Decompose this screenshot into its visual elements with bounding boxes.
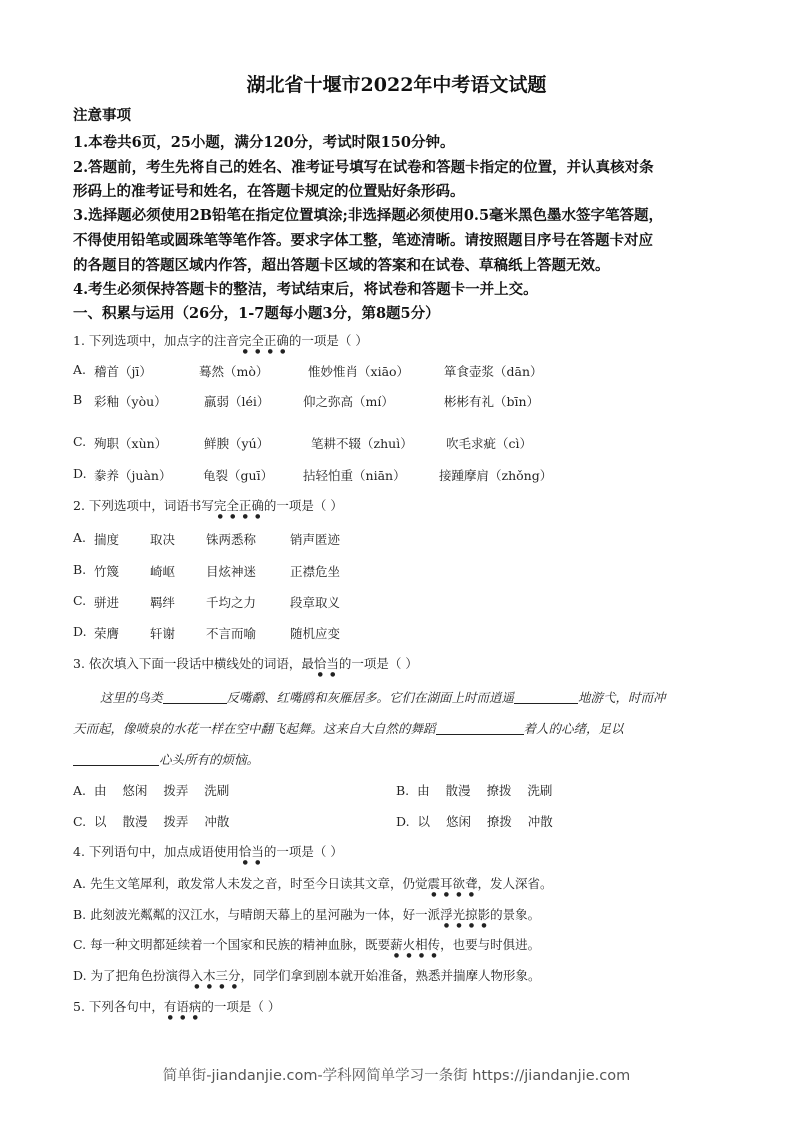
q2-c-word4: 段章取义 (290, 595, 341, 610)
q1-option-c-letter: C. (73, 434, 87, 449)
q1-a-item1: 稽首（jī） (94, 364, 152, 379)
fill-blank-1 (163, 691, 227, 705)
q1-d-item2: 龟裂（guī） (203, 468, 274, 483)
exam-title: 湖北省十堰市2022年中考语文试题 (246, 74, 547, 96)
emphasis-dots: 恰当 (313, 656, 339, 671)
notice-item-4: 4.考生必须保持答题卡的整洁，考试结束后，将试卷和答题卡一并上交。 (73, 281, 538, 298)
q3-stem: 3. 依次填入下面一段话中横线处的词语，最恰当的一项是（ ） (73, 656, 418, 671)
notice-item-2a: 2.答题前，考生先将自己的姓名、准考证号填写在试卷和答题卡指定的位置，并认真核对条 (73, 159, 654, 176)
q3-option-d: D. 以 悠闲 撩拨 冲散 (396, 814, 553, 829)
q1-c-item2: 鲜腴（yú） (204, 436, 270, 451)
notice-item-3b: 不得使用铅笔或圆珠笔等笔作答。要求字体工整，笔迹清晰。请按照题目序号在答题卡对应 (73, 232, 653, 249)
q2-c-word2: 羁绊 (150, 595, 176, 610)
emphasis-dots: 恰当 (238, 844, 264, 859)
q1-stem: 1. 下列选项中，加点字的注音完全正确的一项是（ ） (73, 333, 368, 348)
q2-option-a-letter: A. (73, 530, 87, 545)
q1-c-item4: 吹毛求疵（cì） (446, 436, 533, 451)
q2-b-word3: 目炫神迷 (206, 564, 257, 579)
q1-c-item3: 笔耕不辍（zhuì） (311, 436, 413, 451)
q2-option-c-letter: C. (73, 593, 87, 608)
q2-c-word1: 骈进 (94, 595, 120, 610)
q2-b-word2: 崎岖 (150, 564, 176, 579)
footer-watermark: 简单街-jiandanjie.com-学科网简单学习一条街 https://jiandanjie.com (162, 1068, 631, 1084)
notice-item-3c: 的各题目的答题区域内作答，超出答题卡区域的答案和在试卷、草稿纸上答题无效。 (73, 257, 610, 274)
q2-a-word4: 销声匿迹 (290, 532, 341, 547)
q1-a-item3: 惟妙惟肖（xiāo） (308, 364, 410, 379)
q1-a-item4: 箪食壶浆（dān） (444, 364, 543, 379)
q2-stem: 2. 下列选项中，词语书写完全正确的一项是（ ） (73, 498, 343, 513)
q2-d-word2: 轩谢 (150, 626, 176, 641)
q2-b-word4: 正襟危坐 (290, 564, 341, 579)
q1-d-item4: 接踵摩肩（zhǒng） (439, 468, 553, 483)
q2-d-word3: 不言而喻 (206, 626, 257, 641)
q2-c-word3: 千均之力 (206, 595, 257, 610)
q2-b-word1: 竹篾 (94, 564, 120, 579)
q1-option-b-letter: B (73, 392, 83, 407)
fill-blank-2 (514, 691, 578, 705)
notice-item-3a: 3.选择题必须使用2B铅笔在指定位置填涂;非选择题必须使用0.5毫米黑色墨水签字笔答题， (73, 207, 664, 224)
q1-c-item1: 殉职（xùn） (94, 436, 168, 451)
q1-a-item2: 蓦然（mò） (199, 364, 269, 379)
emphasis-dots: 有语病 (163, 999, 202, 1014)
q1-b-item3: 仰之弥高（mí） (303, 394, 394, 409)
q4-option-c: C. 每一种文明都延续着一个国家和民族的精神血脉，既要薪火相传，也要与时俱进。 (73, 937, 541, 952)
q1-b-item2: 羸弱（léi） (204, 394, 270, 409)
q1-d-item3: 拈轻怕重（niān） (303, 468, 406, 483)
q4-option-a: A. 先生文笔犀利，敢发常人未发之音，时至今日读其文章，仍觉震耳欲聋，发人深省。 (73, 876, 553, 891)
q5-stem: 5. 下列各句中，有语病的一项是（ ） (73, 999, 281, 1014)
q3-passage-line-2: 天而起，像喷泉的水花一样在空中翻飞起舞。这来自大自然的舞蹈 着人的心绪，足以 (73, 721, 624, 736)
q2-a-word1: 揣度 (94, 532, 120, 547)
q1-option-d-letter: D. (73, 466, 87, 481)
q4-option-b: B. 此刻波光粼粼的汉江水，与晴朗天幕上的星河融为一体，好一派浮光掠影的景象。 (73, 907, 541, 922)
q2-d-word1: 荣膺 (94, 626, 120, 641)
notice-item-1: 1.本卷共6页，25小题，满分120分，考试时限150分钟。 (73, 134, 455, 151)
q2-a-word2: 取决 (150, 532, 176, 547)
q1-option-a-letter: A. (73, 362, 87, 377)
q3-option-b: B. 由 散漫 撩拨 洗刷 (396, 783, 553, 798)
q3-passage-line-1: 这里的鸟类 反嘴鹬、红嘴鸥和灰雁居多。它们在湖面上时而逍遥 地游弋，时而冲 (100, 690, 666, 705)
fill-blank-4 (73, 753, 159, 767)
section-1-heading: 一、积累与运用（26分，1-7题每小题3分，第8题5分） (73, 305, 440, 322)
q4-option-d: D. 为了把角色扮演得入木三分，同学们拿到剧本就开始准备，熟悉并揣摩人物形象。 (73, 968, 541, 983)
q2-option-b-letter: B. (73, 562, 87, 577)
q3-option-a: A. 由 悠闲 拨弄 洗刷 (73, 783, 230, 798)
q1-d-item1: 豢养（juàn） (94, 468, 172, 483)
q4-stem: 4. 下列语句中，加点成语使用恰当的一项是（ ） (73, 844, 343, 859)
notice-heading: 注意事项 (73, 107, 131, 124)
q1-b-item1: 彩釉（yòu） (94, 394, 167, 409)
q2-option-d-letter: D. (73, 624, 87, 639)
emphasis-dots: 完全正确 (213, 498, 264, 513)
q3-passage-line-3: 心头所有的烦恼。 (73, 750, 259, 768)
fill-blank-3 (436, 722, 524, 736)
q3-option-c: C. 以 散漫 拨弄 冲散 (73, 814, 230, 829)
q2-a-word3: 铢两悉称 (206, 532, 257, 547)
emphasis-dots: 完全正确 (238, 333, 289, 348)
q2-d-word4: 随机应变 (290, 626, 341, 641)
q1-b-item4: 彬彬有礼（bīn） (444, 394, 540, 409)
notice-item-2b: 形码上的准考证号和姓名，在答题卡规定的位置贴好条形码。 (73, 183, 465, 200)
